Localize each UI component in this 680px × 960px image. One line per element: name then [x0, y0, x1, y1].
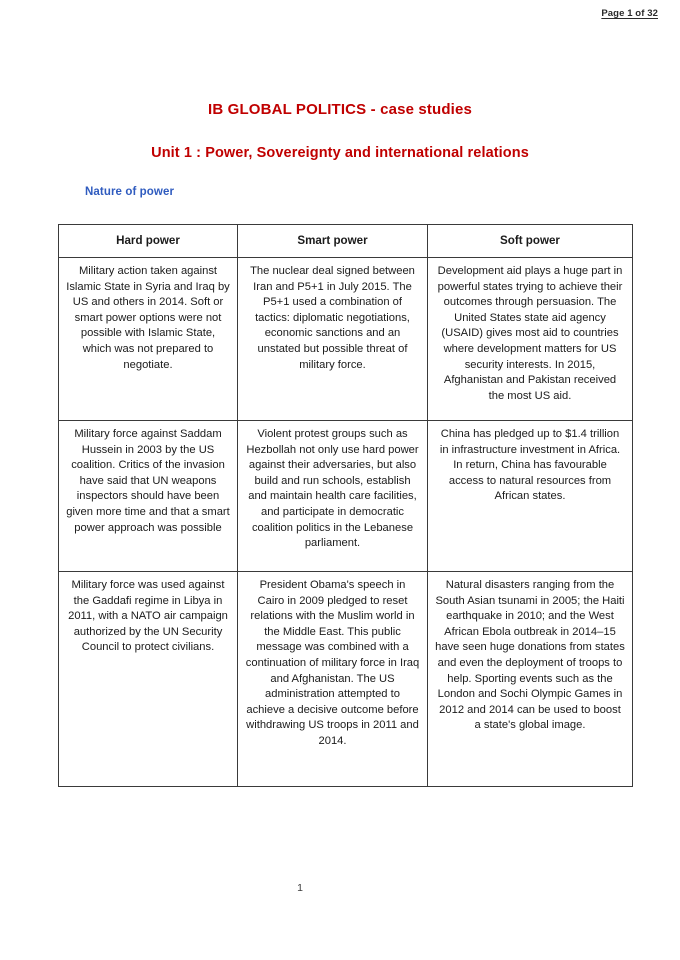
- table-row: [59, 421, 633, 572]
- section-heading-nature-of-power: Nature of power: [85, 186, 175, 198]
- document-subtitle: Unit 1 : Power, Sovereignty and international relations: [151, 145, 529, 161]
- cell-text: Military force against Saddam Hussein in 2003 by the US coalition. Critics of the invasion have said that UN weapons inspectors should have been given more time and that a smart power approach was possible: [66, 428, 230, 534]
- footer-page-number: 1: [297, 882, 303, 894]
- table-row: [59, 258, 633, 421]
- cell-hard-power-2: [59, 421, 238, 572]
- cell-text: Military force was used against the Gaddafi regime in Libya in 2011, with a NATO air campaign authorized by the UN Security Council to protect civilians.: [68, 579, 228, 654]
- cell-text: President Obama's speech in Cairo in 2009 pledged to reset relations with the Muslim world in the Middle East. This public message was combined with a continuation of military force in Iraq and Afghanistan. The US administration attempted to achieve a decisive outcome before withdrawing US troops in 2011 and 2014.: [245, 579, 420, 747]
- case-studies-table: [58, 224, 633, 787]
- cell-soft-power-3: [428, 572, 633, 787]
- column-header-smart-power: Smart power: [238, 225, 428, 258]
- table-header: [59, 225, 633, 258]
- cell-text: Development aid plays a huge part in powerful states trying to achieve their outcomes through persuasion. The United States state aid agency (USAID) gives most aid to countries where development matters for US security interests. In 2015, Afghanistan and Pakistan received the most US aid.: [437, 265, 623, 402]
- cell-smart-power-2: [238, 421, 428, 572]
- column-header-soft-power: Soft power: [428, 225, 633, 258]
- table-body: [59, 258, 633, 787]
- cell-smart-power-3: [238, 572, 428, 787]
- cell-soft-power-2: [428, 421, 633, 572]
- cell-soft-power-1: [428, 258, 633, 421]
- cell-text: Natural disasters ranging from the South Asian tsunami in 2005; the Haiti earthquake in 2010; and the West African Ebola outbreak in 2014–15 have seen huge donations from states and even the deployment of troops to help. Sporting events such as the London and Sochi Olympic Games in 2012 and 2014 can be used to boost a state's global image.: [435, 579, 625, 732]
- document-title: IB GLOBAL POLITICS - case studies: [208, 101, 472, 118]
- cell-text: The nuclear deal signed between Iran and P5+1 in July 2015. The P5+1 used a combination of tactics: diplomatic negotiations, economic sanctions and an unstated but possible threat of military force.: [250, 265, 415, 371]
- page-indicator: [601, 8, 658, 19]
- cell-text: Military action taken against Islamic State in Syria and Iraq by US and others in 2014. Soft or smart power options were not possible with Islamic State, which was not prepared to negotiate.: [66, 265, 230, 371]
- case-studies-table-wrapper: [58, 224, 632, 787]
- cell-text: Violent protest groups such as Hezbollah not only use hard power against their adversaries, but also build and run schools, establish and maintain health care facilities, and participate in democratic coalition politics in the Lebanese parliament.: [246, 428, 419, 550]
- cell-hard-power-1: [59, 258, 238, 421]
- cell-smart-power-1: [238, 258, 428, 421]
- table-row: [59, 572, 633, 787]
- page-indicator-text: Page 1 of 32: [601, 8, 658, 19]
- table-header-row: [59, 225, 633, 258]
- column-header-hard-power: Hard power: [59, 225, 238, 258]
- cell-hard-power-3: [59, 572, 238, 787]
- cell-text: China has pledged up to $1.4 trillion in infrastructure investment in Africa. In return, China has favourable access to natural resources from African states.: [439, 428, 621, 503]
